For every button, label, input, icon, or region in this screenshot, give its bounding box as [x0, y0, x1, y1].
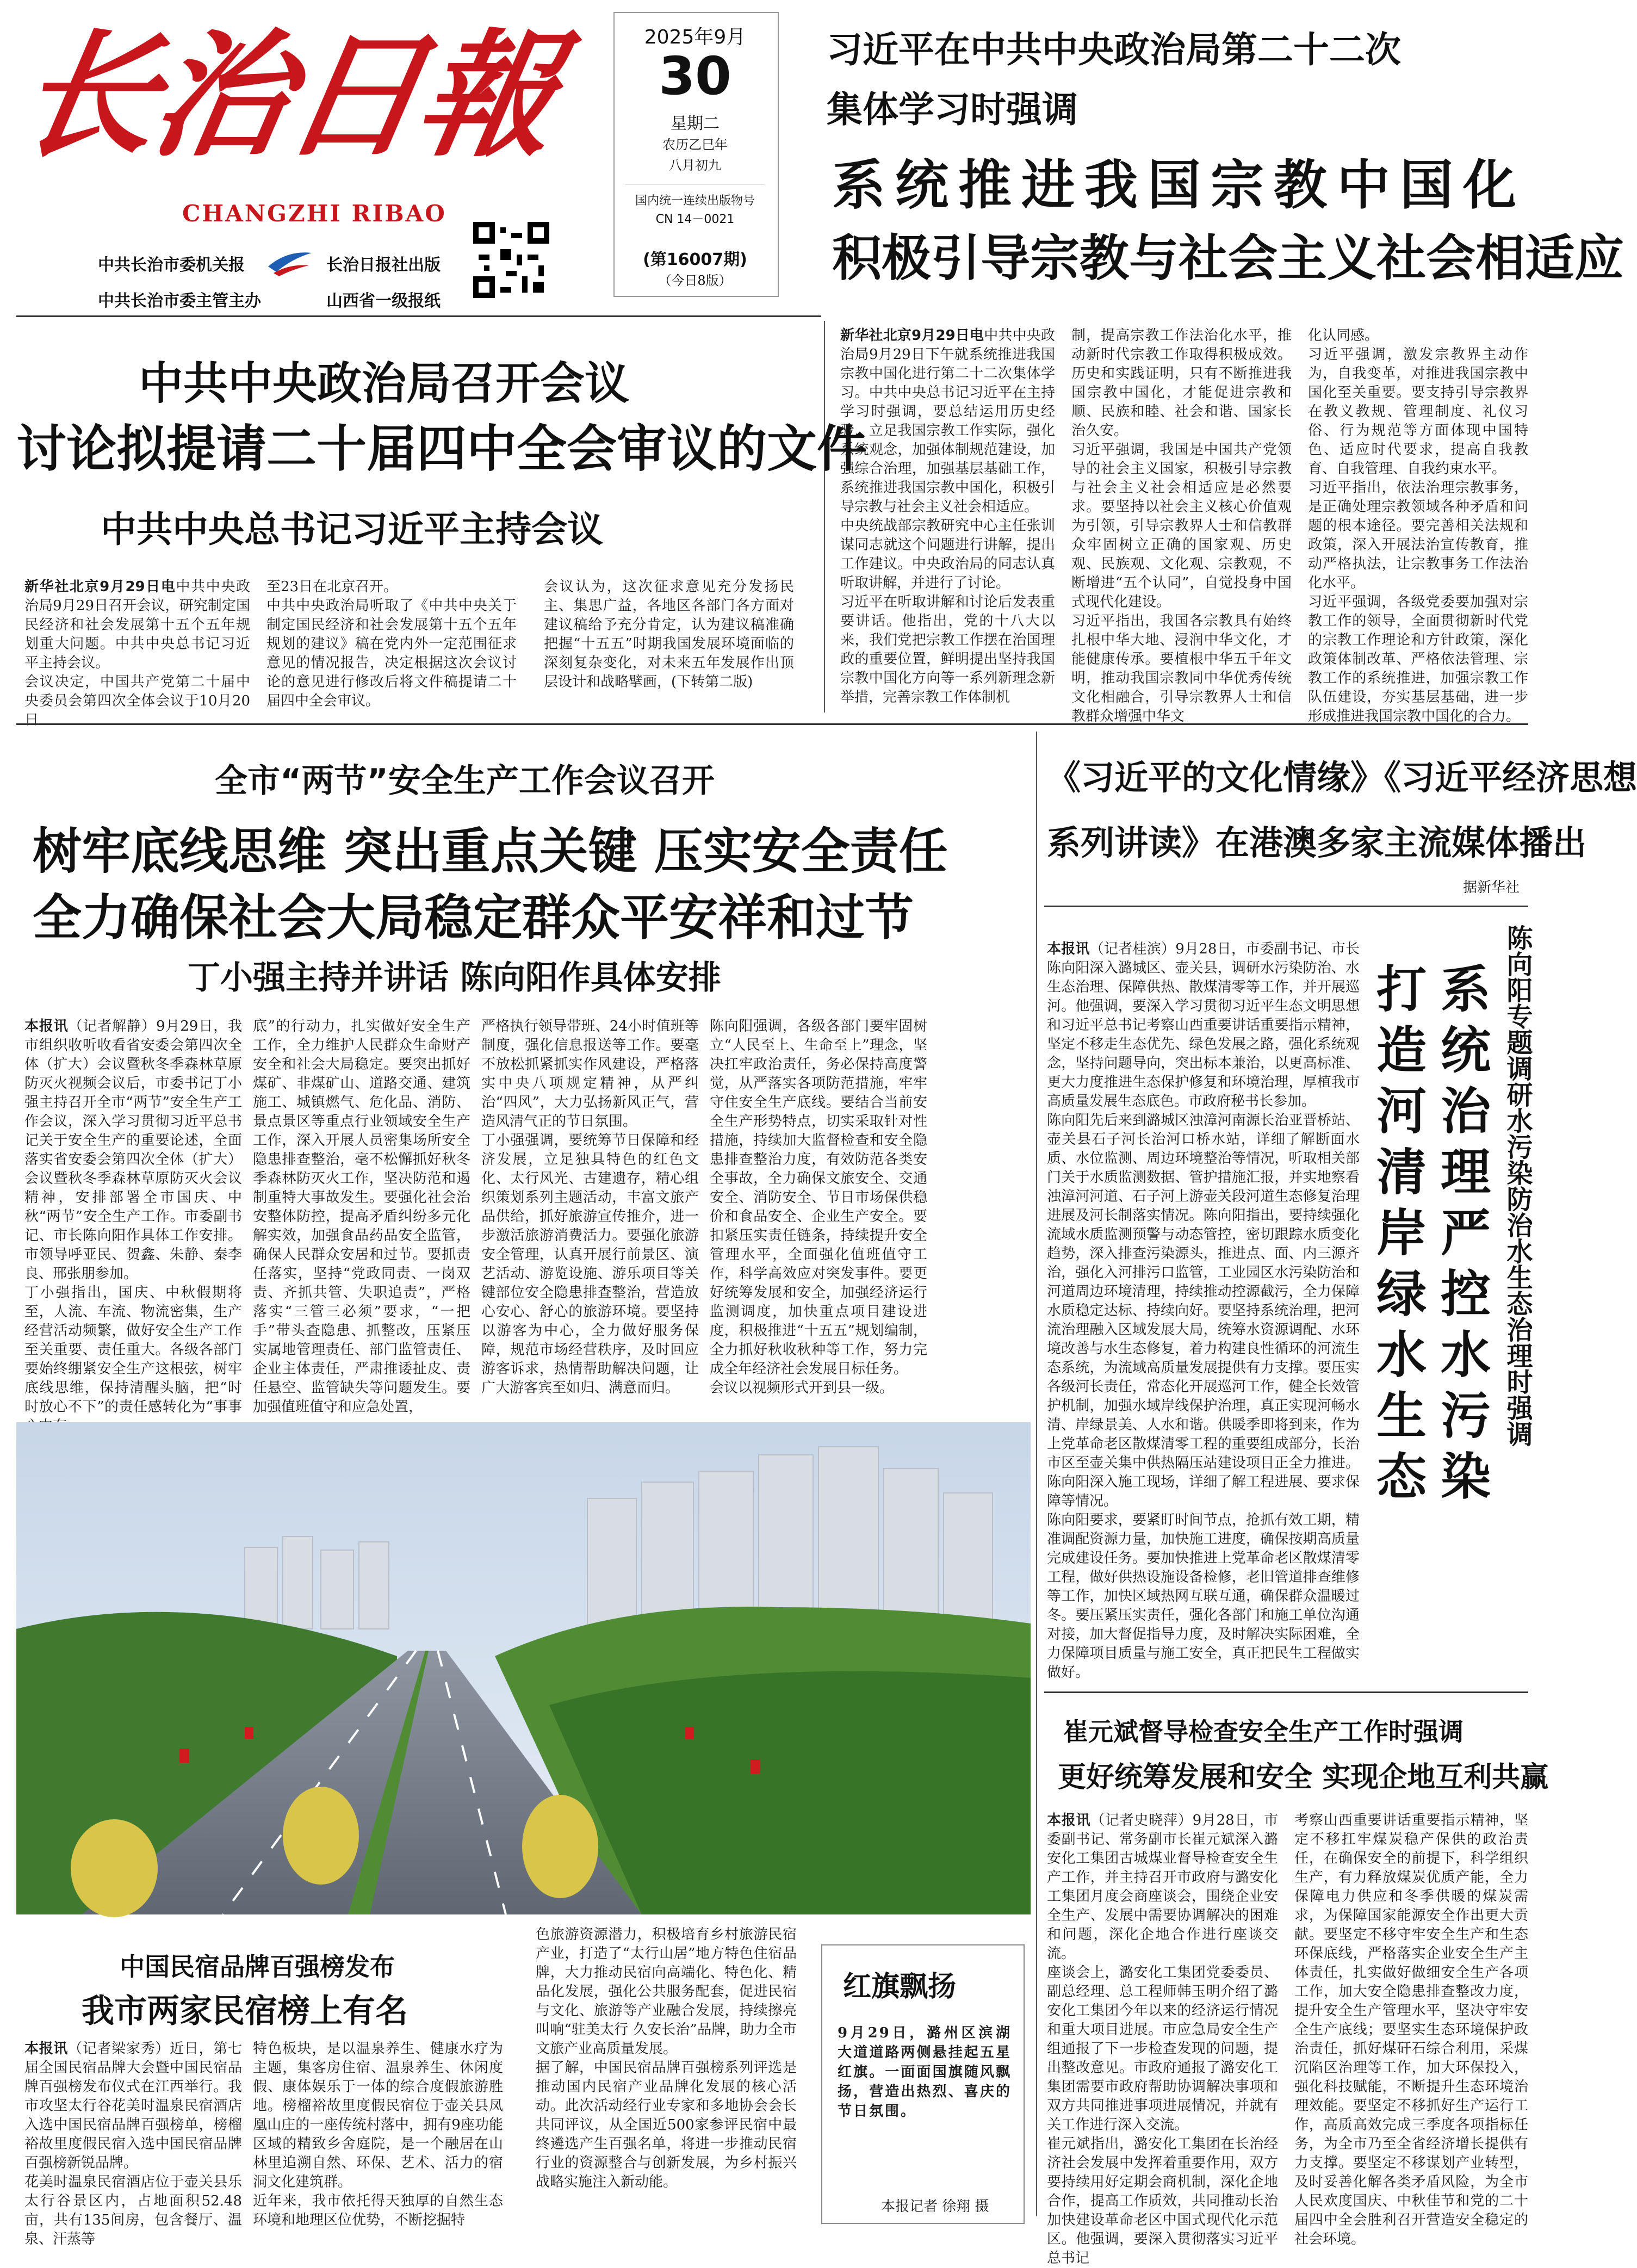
water-text-body: 9月28日，市委副书记、市长陈向阳深入潞城区、壶关县，调研水污染防治、水生态治理、保障供热、散煤清零等工作，并开展巡河。他强调，要深入学习贯彻习近平生态文明思想和习近平总书记考察山西重要讲话重要指示精神，坚定不移走生态优先、绿色发展之路，强化系统观念，坚持问题导向，突出标本兼治，以更高标准、更大力度推进生态保护修复和环境治理，厚植我市高质量发展生态底色。市政府秘书长参加。 陈向阳先后来到潞城区浊漳河南源长治亚晋桥站、壶关县石子河长治河口桥水站，详细了解断面水质、水位监测、周边环境整治等情况，听取相关部门关于水质监测数据、管护措施汇报，并实地察看浊漳河河道、石子河上游壶关段河道生态修复治理进展及河长制落实情况。陈向阳指出，要持续强化流域水质监测预警与动态管控，密切跟踪水质变化趋势，深入排查污染源头，推进点、面、内三源齐治，强化入河排污口监管，工业园区水污染防治和河道周边环境清理，持续推动控源截污，全力保障水质稳定达标、持续向好。要坚持系统治理，把河流治理融入区域发展大局，统筹水资源调配、水环境改善与水生态修复，着力构建良性循环的河流生态系统，为流域高质量发展提供有力支撑。要压实各级河长责任，常态化开展巡河工作，健全长效管护机制，加强水域岸线保护治理，真正实现河畅水清、岸绿景美、人水和谐。供暖季即将到来，作为上党革命老区散煤清零工程的重要组成部分，长治市区至壶关集中供热隔压站建设项目正全力推进。陈向阳深入施工现场，详细了解工程进展、要求保障等情况。 陈向阳要求，要紧盯时间节点，抢抓有效工期，精准调配资源力量，加快施工进度，确保按期高质量完成建设任务。要加快推进上党革命老区散煤清零工程，做好供热设施设备检修，老旧管道排查维修等工作，加快区域热网互联互通，确保群众温暖过冬。要压紧压实责任，强化各部门和施工单位沟通对接，加大督促指导力度，及时解决实际困难，全力保障项目质量与施工安全，真正把民生工程做实做好。: [1047, 941, 1360, 1681]
photo-credit: 本报记者 徐翔 摄: [881, 2198, 989, 2215]
masthead: [0, 0, 838, 315]
lead-title-2: 积极引导宗教与社会主义社会相适应: [832, 230, 1624, 287]
cui-kicker: 崔元斌督导检查安全生产工作时强调: [1063, 1717, 1464, 1746]
safety-col-4: 陈向阳强调，各级各部门要牢固树立“人民至上、生命至上”理念，坚决扛牢政治责任，务必保持高度警觉，从严落实各项防范措施，牢牢守住安全生产底线。要结合当前安全生产形势特点，切实采取针对性措施，持续加大监督检查和安全隐患排查整治力度，有效防范各类安全事故，全力确保文旅安全、交通安全、消防安全、节日市场保供稳价和食品安全、企业生产安全。要扣紧压实责任链条，持续提升安全管理水平，全面强化值班值守工作，科学高效应对突发事件。要更好统筹发展和安全，加强经济运行监测调度，加快重点项目建设进度，积极推进“十五五”规划编制，全力抓好秋收秋种等工作，努力完成全年经济社会发展目标任务。 会议以视频形式开到县一级。: [710, 1018, 927, 1396]
photo-caption-text: 9月29日，潞州区滨湖大道道路两侧悬挂起五星红旗。一面面国旗随风飘扬，营造出热烈、喜庆的节日氛围。: [838, 2025, 1012, 2120]
qr-code-icon[interactable]: [473, 222, 549, 298]
lunar-year: 农历乙巳年: [662, 137, 728, 152]
safety-reporter: （记者解静）: [68, 1018, 156, 1034]
page-count: （今日8版）: [658, 273, 732, 288]
photo-caption-title: 红旗飘扬: [843, 1970, 957, 2003]
lead-kicker-2: 集体学习时强调: [827, 89, 1078, 131]
minsu-col-2: 特色板块，是以温泉养生、健康水疗为主题，集客房住宿、温泉养生、休闲度假、康体娱乐于一体的综合度假旅游胜地。榜榴裕故里度假民宿位于壶关县凤凰山庄的一座传统村落中，拥有9座功能区域的精致乡舍庭院，是一个融居在山林里追溯自然、环保、艺术、活力的宿洞文化建筑群。 近年来，我市依托得天独厚的自然生态环境和地理区位优势，不断挖掘特: [253, 2041, 503, 2228]
divider-right-1: [1044, 906, 1528, 907]
water-reporter: （记者桂滨）: [1089, 941, 1176, 957]
cui-col-1-text: 9月28日，市委副书记、常务副市长崔元斌深入潞安化工集团古城煤业督导检查安全生产工作，并主持召开市政府与潞安化工集团月度会商座谈会，围绕企业安全生产、发展中需要协调解决的困难和问题，深化企地合作进行座谈交流。 座谈会上，潞安化工集团党委委员、副总经理、总工程师韩玉明介绍了潞安化工集团今年以来的经济运行情况和重大项目进展。市应急局安全生产组通报了下一步检查发现的问题，提出整改意见。市政府通报了潞安化工集团需要市政府帮助协调解决事项和双方共同推进事项进展情况，并就有关工作进行深入交流。 崔元斌指出，潞安化工集团在长治经济社会发展中发挥着重要作用，双方要持续用好定期会商机制，深化企地合作，提高工作质效，共同推动长治加快建设革命老区中国式现代化示范区。他强调，要深入贯彻落实习近平总书记: [1047, 1812, 1278, 2266]
weekday: 星期二: [671, 114, 720, 133]
safety-col-1-text: 9月29日，我市组织收听收看省安委会第四次全体（扩大）会议暨秋冬季森林草原防灭火视频会议后，市委书记丁小强主持召开全市“两节”安全生产工作会议，深入学习贯彻习近平总书记关于安全生产的重要论述，全面落实省安委会第四次全体（扩大）会议暨秋冬季森林草原防灭火会议精神，安排部署全市国庆、中秋“两节”安全生产工作。市委副书记、市长陈向阳作具体工作安排。市领导呼亚民、贺鑫、朱静、秦李良、邢张朋参加。 丁小强指出，国庆、中秋假期将至，人流、车流、物流密集，生产经营活动频繁，做好安全生产工作至关重要、责任重大。各级各部门要始终绷紧安全生产这根弦，树牢底线思维，保持清醒头脑，把“时时放心不下”的责任感转化为“事事: [24, 1018, 242, 1415]
cui-dateline: 本报讯: [1047, 1812, 1091, 1829]
org-left-2: 中共长治市委主管主办: [98, 292, 261, 311]
water-title-1: 系统治理严控水污染: [1433, 963, 1491, 1511]
org-right-2: 山西省一级报纸: [326, 292, 441, 311]
date-year-month: 2025年9月: [644, 26, 746, 48]
minsu-col-1-text: 近日，第七届全国民宿品牌大会暨中国民宿品牌百强榜发布仪式在江西举行。我市攻坚太行谷花美时温泉民宿酒店入选中国民宿品牌百强榜单，榜榴裕故里度假民宿入选中国民宿品牌百强榜新锐品牌。 花美时温泉民宿酒店位于壶关县乐太行谷景区内，占地面积52.48亩，共有135间房，包含餐厅、温泉、汗蒸等: [24, 2041, 242, 2247]
minsu-reporter: （记者梁家秀）: [68, 2041, 170, 2057]
water-text: [1047, 940, 1360, 1682]
lead-kicker-1: 习近平在中共中央政治局第二十二次: [827, 29, 1401, 71]
lead-col-1-text: 中共中央政治局9月29日下午就系统推进我国宗教中国化进行第二十二次集体学习。中共中央总书记习近平在主持学习时强调，要总结运用历史经验，立足我国宗教工作实际，强化系统观念，加强体制规范建设，加强综合治理，加强基层基础工作，系统推进我国宗教中国化，积极引导宗教与社会主义社会相适应。 中央统战部宗教研究中心主任张训谋同志就这个问题进行讲解，提出工作建议。中央政治局的同志认真听取讲解，并进行了讨论。 习近平在听取讲解和讨论后发表重要讲话。他指出，党的十八大以来，我们党把宗教工作摆在治国理政的重要位置，鲜明提出坚持我国宗教中国化方向等一系列新理念新举措，完善宗教工作体制机: [840, 327, 1055, 705]
xi-books-source: 据新华社: [1463, 879, 1520, 896]
date-day: 30: [659, 46, 731, 107]
lunar-day: 八月初九: [669, 158, 721, 173]
minsu-col-3: 色旅游资源潜力，积极培育乡村旅游民宿产业，打造了“太行山居”地方特色住宿品牌，大力推动民宿向高端化、特色化、精品化发展，强化公共服务配套，促进民宿与文化、旅游等产业融合发展，持续擦亮叫响“驻美太行 久安长治”品牌，助力全市文旅产业高质量发展。 据了解，中国民宿品牌百强榜系列评选是推动国内民宿产业品牌化发展的核心活动。此次活动经行业专家和多地协会会长共同评议，从全国近500家参评民宿中最终遴选产生百强名单，将进一步推动民宿行业的资源整合与创新发展，为乡村振兴战略实施注入新动能。: [536, 1926, 797, 2190]
lead-dateline: 新华社北京9月29日电: [840, 327, 984, 344]
politburo-col-1-text: 中共中央政治局9月29日召开会议，研究制定国民经济和社会发展第十五个五年规划重大问题。中共中央总书记习近平主持会议。 会议决定，中国共产党第二十届中央委员会第四次全体会议于10月20日: [24, 579, 250, 728]
right-column-divider: [1036, 732, 1037, 2216]
newspaper-logo-icon: [265, 245, 314, 277]
politburo-col-1: [24, 578, 250, 728]
cn-number-label: 国内统一连续出版物号: [635, 194, 755, 208]
politburo-dateline: 新华社北京9月29日电: [24, 579, 176, 595]
politburo-title-2: 讨论拟提请二十届四中全会审议的文件: [16, 420, 867, 478]
safety-col-2: 底”的行动力，扎实做好安全生产工作，全力维护人民群众生命财产安全和社会大局稳定。要突出抓好煤矿、非煤矿山、道路交通、建筑施工、城镇燃气、危化品、消防、景点景区等重点行业领域安全生产工作，深入开展人员密集场所安全隐患排查整治，毫不松懈抓好秋冬季森林防灭火工作，坚决防范和遏制重特大事故发生。要强化社会治安整体防控，提高矛盾纠纷多元化解实效，加强食品药品安全监管，确保人民群众安居和过节。要抓责任落实，坚持“党政同责、一岗双责、齐抓共管、失职追责”，严格落实“三管三必须”要求，“一把手”带头查隐患、抓整改，压紧压实属地管理责任、部门监管责任、企业主体责任，严肃推诿扯皮、责任悬空、监管缺失等问题发生。要加强值班值守和应急处置，: [253, 1018, 470, 1415]
divider-right-2: [1044, 1691, 1528, 1693]
masthead-title: 长治日報: [8, 15, 567, 175]
minsu-kicker: 中国民宿品牌百强榜发布: [120, 1952, 395, 1981]
politburo-col-3: 会议认为，这次征求意见充分发扬民主、集思广益，各地区各部门各方面对建议稿给予充分肯定，认为建议稿准确把握“十五五”时期我国发展环境面临的深刻复杂变化，对未来五年发展作出顶层设计和战略擘画，(下转第二版): [544, 579, 794, 690]
minsu-col-1: [24, 2040, 242, 2247]
masthead-pinyin: CHANGZHI RIBAO: [182, 200, 447, 227]
safety-kicker: 全市“两节”安全生产工作会议召开: [215, 762, 715, 800]
safety-col-1: [24, 1017, 242, 1420]
lead-col-2: 制，提高宗教工作法治化水平，推动新时代宗教工作取得积极成效。历史和实践证明，只有不断推进我国宗教中国化，才能促进宗教和顺、民族和睦、社会和谐、国家长治久安。 习近平强调，我国是中国共产党领导的社会主义国家，积极引导宗教与社会主义社会相适应是必然要求。要坚持以社会主义核心价值观为引领，引导宗教界人士和信教群众牢固树立正确的国家观、历史观、民族观、文化观、宗教观，不断增进“五个认同”，自觉投身中国式现代化建设。 习近平指出，我国各宗教具有始终扎根中华大地、浸润中华文化，才能健康传承。要植根中华五千年文明，推动我国宗教同中华优秀传统文化相融合，引导宗教界人士和信教群众增强中华文: [1071, 327, 1292, 724]
cui-reporter: （记者史晓萍）: [1090, 1812, 1193, 1829]
lead-col-1: [840, 326, 1055, 707]
minsu-title: 我市两家民宿榜上有名: [82, 1992, 408, 2030]
divider-mid: [16, 723, 1528, 725]
water-dateline: 本报讯: [1047, 941, 1090, 957]
water-kicker: 陈向阳专题调研水污染防治水生态治理时强调: [1502, 925, 1533, 1447]
lead-title-1: 系统推进我国宗教中国化: [832, 154, 1527, 216]
safety-col-3: 严格执行领导带班、24小时值班等制度，强化信息报送等工作。要毫不放松抓紧抓实作风建设，严格落实中央八项规定精神，从严纠治“四风”，大力弘扬新风正气，营造风清气正的节日氛围。 丁小强强调，要统筹节日保障和经济发展，立足独具特色的红色文化、太行风光、古建遗存，精心组织策划系列主题活动，丰富文旅产品供给，抓好旅游宣传推介，进一步激活旅游消费活力。要强化旅游安全管理，认真开展行前景区、演艺活动、游览设施、游乐项目等关键部位安全隐患排查整治，营造放心安心、舒心的旅游环境。要坚持以游客为中心，全力做好服务保障，规范市场经营秩序，及时回应游客诉求，热情帮助解决问题，让广大游客宾至如归、满意而归。: [481, 1018, 699, 1396]
xi-books-title-2: 系列讲读》在港澳多家主流媒体播出: [1047, 823, 1587, 863]
issue-number: (第16007期): [643, 250, 747, 269]
news-photo[interactable]: [16, 1422, 1031, 1914]
politburo-title-3: 中共中央总书记习近平主持会议: [101, 509, 603, 550]
water-title-2: 打造河清岸绿水生态: [1368, 963, 1427, 1511]
divider-top: [16, 315, 821, 317]
safety-dateline: 本报讯: [24, 1018, 69, 1034]
lead-col-3: 化认同感。 习近平强调，激发宗教界主动作为，自我变革，对推进我国宗教中国化至关重要。要支持引导宗教界在教义教规、管理制度、礼仪习俗、行为规范等方面体现中国特色、适应时代要求，提高自我教育、自我管理、自我约束水平。 习近平指出，依法治理宗教事务，是正确处理宗教领域各种矛盾和问题的根本途径。要完善相关法规和政策，深入开展法治宣传教育，推动严格执法，让宗教事务工作法治化水平。 习近平强调，各级党委要加强对宗教工作的领导，全面贯彻新时代党的宗教工作理论和方针政策，深化政策体制改革、严格依法管理、宗教工作的系统推进，加强宗教工作队伍建设，夯实基层基础，进一步形成推进我国宗教中国化的合力。: [1308, 327, 1528, 724]
cn-number: CN 14－0021: [655, 213, 735, 226]
cui-col-1: [1047, 1811, 1278, 2266]
cui-title: 更好统筹发展和安全 实现企地互利共赢: [1058, 1761, 1549, 1794]
politburo-col-2: 至23日在北京召开。 中共中央政治局听取了《中共中央关于制定国民经济和社会发展第十五个五年规划的建议》稿在党内外一定范围征求意见的情况报告，决定根据这次会议讨论的意见进行修改后将文件稿提请二十届四中全会审议。: [266, 579, 517, 709]
org-right-1: 长治日报社出版: [326, 256, 441, 275]
safety-title-1: 树牢底线思维 突出重点关键 压实安全责任: [33, 822, 948, 880]
safety-title-2: 全力确保社会大局稳定群众平安祥和过节: [33, 889, 914, 946]
safety-subtitle: 丁小强主持并讲话 陈向阳作具体安排: [188, 959, 721, 997]
org-left-1: 中共长治市委机关报: [98, 256, 245, 275]
minsu-dateline: 本报讯: [24, 2041, 69, 2057]
politburo-title-1: 中共中央政治局召开会议: [139, 358, 630, 410]
lead-vertical-divider: [824, 321, 825, 712]
cui-col-2: 考察山西重要讲话重要指示精神，坚定不移扛牢煤炭稳产保供的政治责任，在确保安全的前提下，科学组织生产，有力释放煤炭优质产能，全力保障电力供应和冬季供暖的煤炭需求，为保障国家能源安全作出更大贡献。要坚定不移守牢安全生产和生态环保底线，严格落实企业安全生产主体责任，扎实做好做细安全生产各项工作，加大安全隐患排查整改力度，提升安全生产管理水平，坚决守牢安全生产底线；要坚实生态环境保护政治责任，抓好煤矸石综合利用，采煤沉陷区治理等工作，加大环保投入，强化科技赋能，不断提升生态环境治理效能。要坚定不移抓好生产运行工作，高质高效完成三季度各项指标任务，为全市乃至全省经济增长提供有力支撑。要坚定不移谋划产业转型，及时妥善化解各类矛盾风险，为全市人民欢度国庆、中秋佳节和党的二十届四中全会胜利召开营造安全稳定的社会环境。: [1294, 1812, 1528, 2247]
xi-books-title-1: 《习近平的文化情缘》《习近平经济思想: [1047, 758, 1637, 797]
